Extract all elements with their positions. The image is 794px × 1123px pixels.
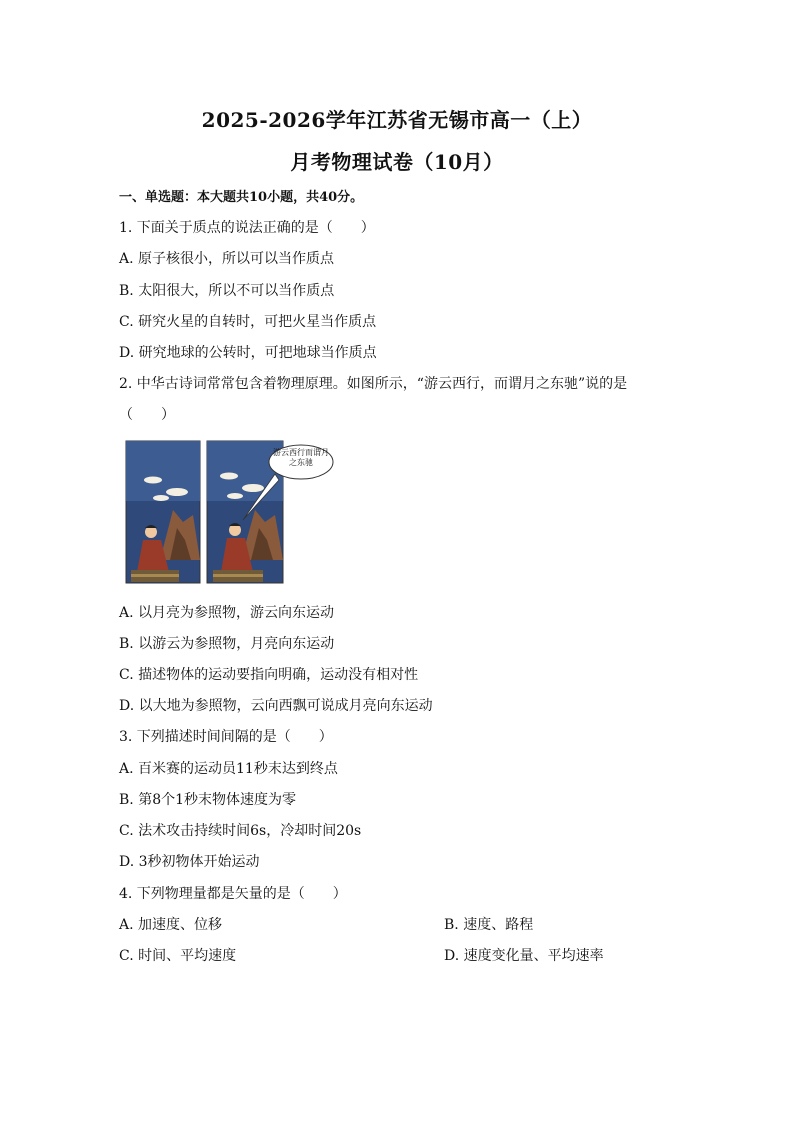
question-3-option-d: D. 3秒初物体开始运动 bbox=[119, 854, 260, 870]
exam-title-line2: 月考物理试卷（10月） bbox=[290, 150, 504, 174]
question-3-option-b: B. 第8个1秒末物体速度为零 bbox=[119, 792, 297, 808]
question-3-option-c: C. 法术攻击持续时间6s，冷却时间20s bbox=[119, 823, 362, 839]
question-2-stem-continued: （ ） bbox=[119, 407, 175, 423]
question-4-option-c: C. 时间、平均速度 bbox=[119, 948, 237, 964]
question-1-option-d: D. 研究地球的公转时，可把地球当作质点 bbox=[119, 345, 377, 361]
cloud-icon bbox=[144, 477, 162, 484]
question-1-stem: 1. 下面关于质点的说法正确的是（ ） bbox=[119, 220, 375, 236]
question-2-stem: 2. 中华古诗词常常包含着物理原理。如图所示，“游云西行，而谓月之东驰”说的是 bbox=[119, 376, 628, 392]
cloud-icon bbox=[153, 495, 169, 501]
question-2-option-d: D. 以大地为参照物，云向西飘可说成月亮向东运动 bbox=[119, 698, 433, 714]
poem-illustration bbox=[125, 440, 335, 585]
section-heading: 一、单选题：本大题共10小题，共40分。 bbox=[119, 190, 364, 205]
cloud-icon bbox=[166, 488, 188, 496]
exam-title-line1: 2025-2026学年江苏省无锡市高一（上） bbox=[201, 108, 593, 132]
question-4-option-a: A. 加速度、位移 bbox=[119, 917, 223, 933]
question-1-option-c: C. 研究火星的自转时，可把火星当作质点 bbox=[119, 314, 377, 330]
cloud-icon bbox=[220, 473, 238, 480]
comic-panel-left bbox=[126, 441, 200, 583]
question-2-option-c: C. 描述物体的运动要指向明确，运动没有相对性 bbox=[119, 667, 419, 683]
question-4-option-b: B. 速度、路程 bbox=[444, 917, 534, 933]
question-1-option-b: B. 太阳很大，所以不可以当作质点 bbox=[119, 283, 335, 299]
question-2-option-b: B. 以游云为参照物，月亮向东运动 bbox=[119, 636, 335, 652]
speech-bubble-text: 游云西行而谓月之东驰 bbox=[273, 448, 329, 467]
question-3-stem: 3. 下列描述时间间隔的是（ ） bbox=[119, 729, 333, 745]
question-4-stem: 4. 下列物理量都是矢量的是（ ） bbox=[119, 886, 347, 902]
cloud-icon bbox=[227, 493, 243, 499]
question-3-option-a: A. 百米赛的运动员11秒末达到终点 bbox=[119, 761, 338, 777]
question-4-option-d: D. 速度变化量、平均速率 bbox=[444, 948, 604, 964]
question-1-option-a: A. 原子核很小，所以可以当作质点 bbox=[119, 251, 335, 267]
question-2-option-a: A. 以月亮为参照物，游云向东运动 bbox=[119, 605, 335, 621]
cloud-icon bbox=[242, 484, 264, 492]
